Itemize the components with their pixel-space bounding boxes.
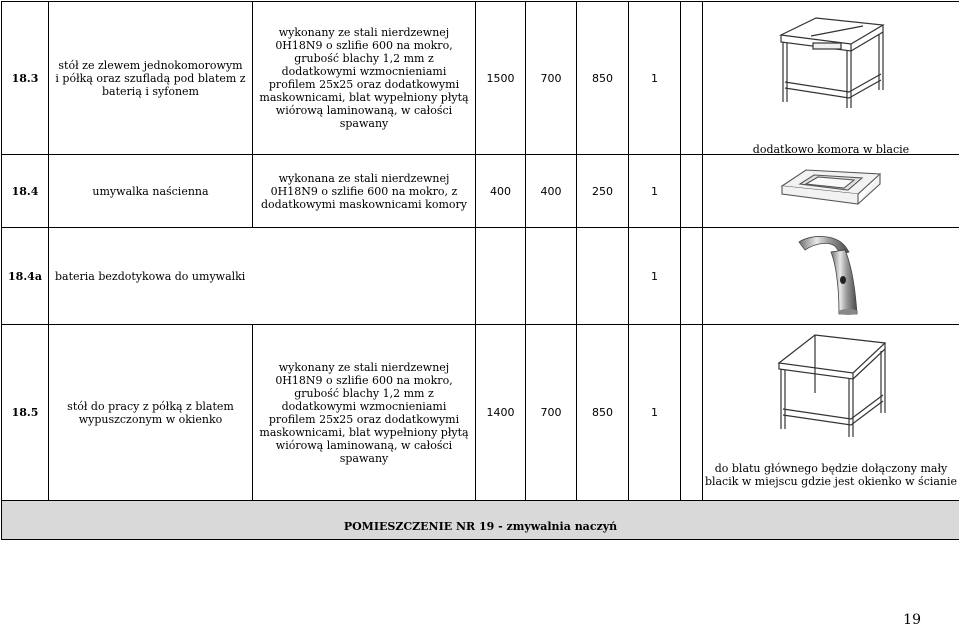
item-name: umywalka naścienna	[49, 155, 253, 228]
touchless-faucet-icon	[791, 232, 871, 320]
item-depth: 700	[526, 2, 577, 155]
item-height: 850	[577, 325, 629, 501]
row-number: 18.3	[2, 2, 49, 155]
spacer-cell	[681, 228, 703, 325]
item-quantity: 1	[629, 155, 681, 228]
empty-cell	[526, 228, 577, 325]
spacer-cell	[681, 2, 703, 155]
item-width: 400	[476, 155, 526, 228]
wall-washbasin-drawing-icon	[776, 164, 886, 218]
item-quantity: 1	[629, 325, 681, 501]
empty-cell	[577, 228, 629, 325]
work-table-drawing-icon	[771, 329, 891, 439]
item-description: wykonany ze stali nierdzewnej 0H18N9 o szlifie 600 na mokro, grubość blachy 1,2 mm z dodatkowymi wzmocnieniami profilem 25x25 oraz dodatkowymi maskownicami, blat wypełniony płytą wiórową laminowaną, w całości spawany	[253, 2, 476, 155]
image-cell	[703, 228, 959, 325]
room-title: POMIESZCZENIE NR 19 - zmywalnia naczyń	[344, 520, 617, 533]
item-quantity: 1	[629, 228, 681, 325]
table-row	[2, 325, 959, 501]
image-cell	[703, 155, 959, 228]
item-name: stół do pracy z półką z blatem wypuszczonym w okienko	[49, 325, 253, 501]
row-note: do blatu głównego będzie dołączony mały blacik w miejscu gdzie jest okienko w ścianie	[703, 462, 959, 488]
row-note: dodatkowo komora w blacie	[703, 143, 959, 155]
equipment-table	[1, 1, 959, 540]
item-depth: 400	[526, 155, 577, 228]
table-row	[2, 155, 959, 228]
item-name: stół ze zlewem jednokomorowym i półką oraz szufladą pod blatem z baterią i syfonem	[49, 2, 253, 155]
item-quantity: 1	[629, 2, 681, 155]
row-number: 18.4	[2, 155, 49, 228]
item-width: 1500	[476, 2, 526, 155]
page-number: 19	[903, 612, 921, 628]
spacer-cell	[681, 155, 703, 228]
item-description: wykonany ze stali nierdzewnej 0H18N9 o szlifie 600 na mokro, grubość blachy 1,2 mm z dodatkowymi wzmocnieniami profilem 25x25 oraz dodatkowymi maskownicami, blat wypełniony płytą wiórową laminowaną, w całości spawany	[253, 325, 476, 501]
item-name: bateria bezdotykowa do umywalki	[49, 228, 476, 325]
item-depth: 700	[526, 325, 577, 501]
item-width: 1400	[476, 325, 526, 501]
table-row	[2, 2, 959, 155]
item-height: 250	[577, 155, 629, 228]
spacer-cell	[681, 325, 703, 501]
item-description: wykonana ze stali nierdzewnej 0H18N9 o szlifie 600 na mokro, z dodatkowymi maskownicami komory	[253, 155, 476, 228]
sink-table-drawing-icon	[771, 10, 891, 110]
row-number: 18.5	[2, 325, 49, 501]
image-cell	[703, 2, 959, 155]
table-row	[2, 228, 959, 325]
item-height: 850	[577, 2, 629, 155]
room-summary	[2, 501, 959, 540]
summary-row	[2, 501, 959, 540]
empty-cell	[476, 228, 526, 325]
image-cell	[703, 325, 959, 501]
row-number: 18.4a	[2, 228, 49, 325]
